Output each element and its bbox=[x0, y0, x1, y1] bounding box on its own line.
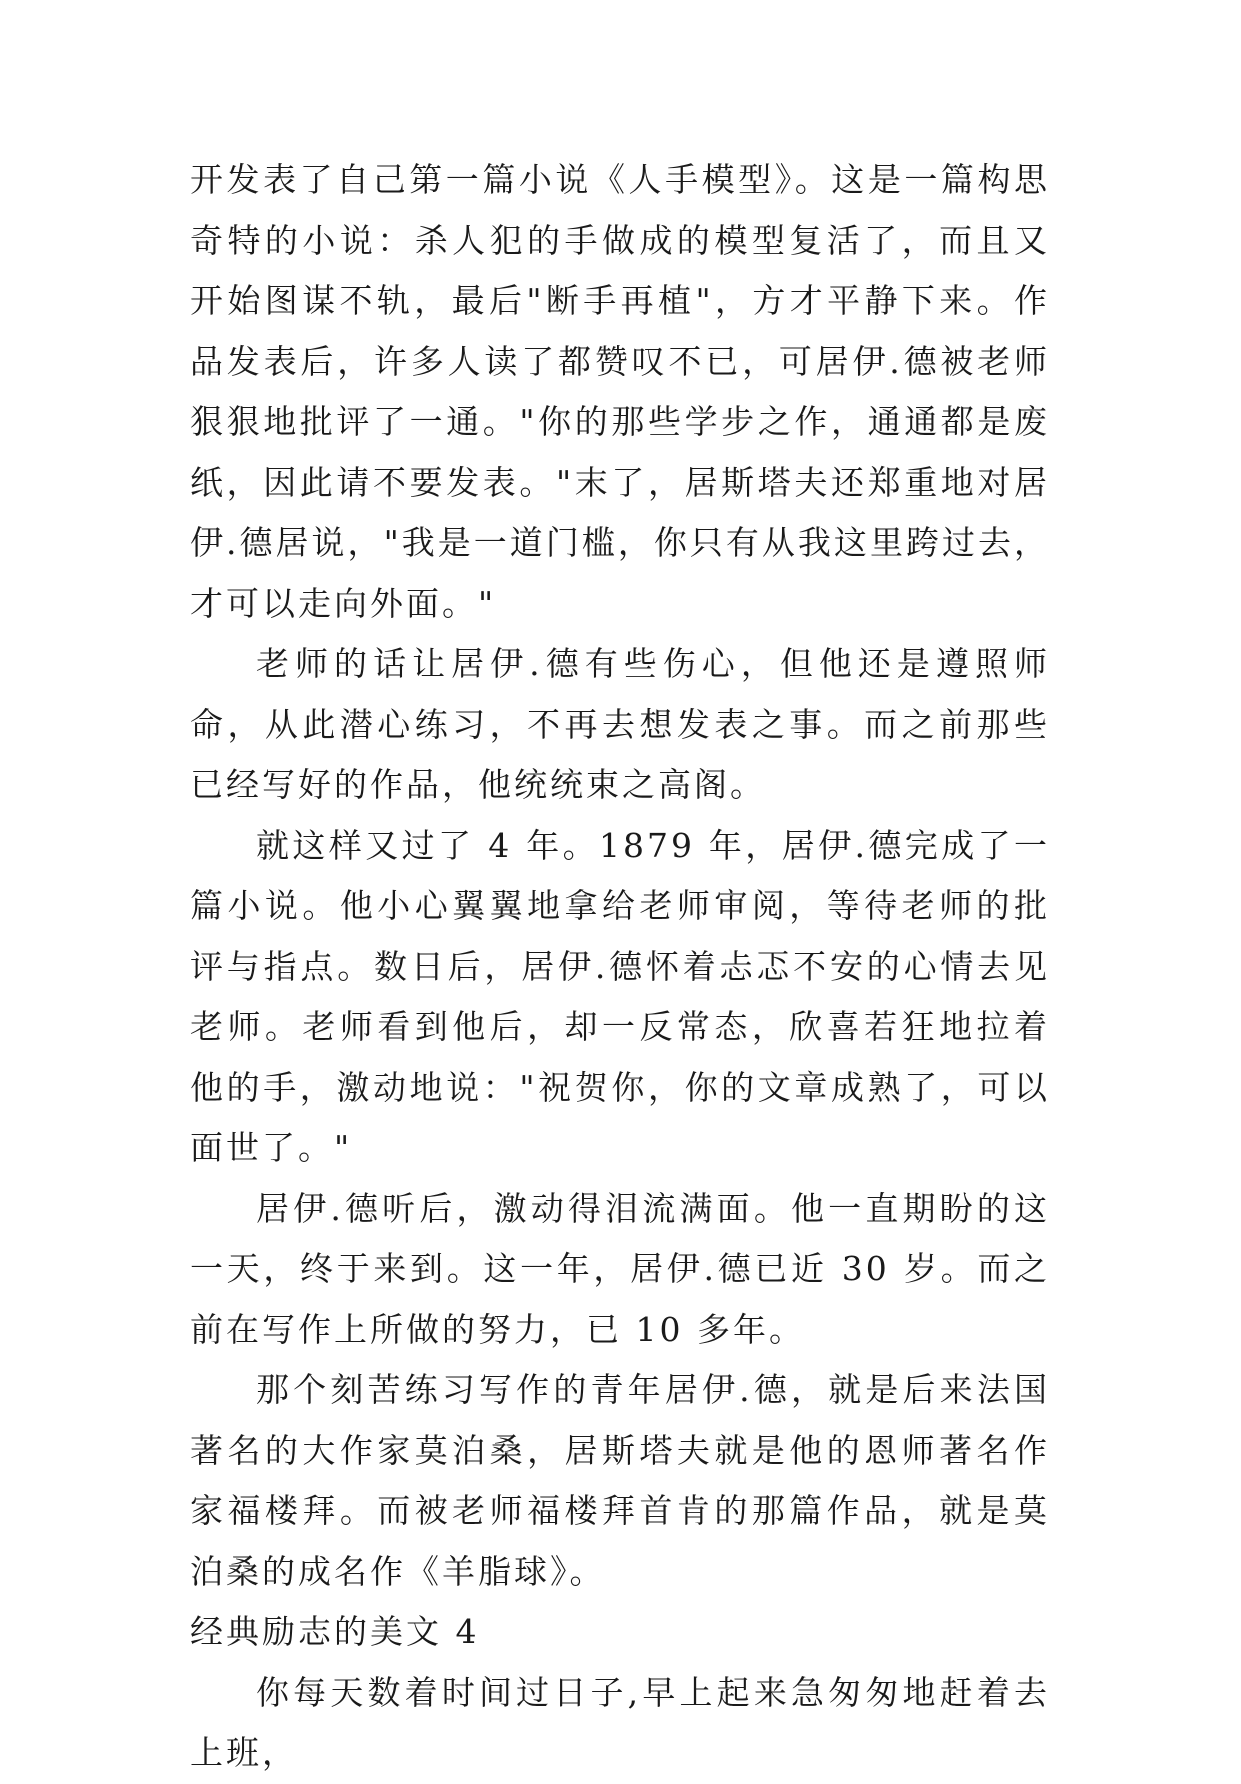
document-body bbox=[190, 150, 1050, 1784]
section-heading: 经典励志的美文 4 bbox=[190, 1612, 480, 1651]
paragraph: 就这样又过了 4 年。1879 年，居伊.德完成了一篇小说。他小心翼翼地拿给老师审阅，等待老师的批评与指点。数日后，居伊.德怀着忐忑不安的心情去见老师。老师看到他后，却一反常态，欣喜若狂地拉着他的手，激动地说："祝贺你，你的文章成熟了，可以面世了。" bbox=[190, 825, 1050, 1167]
paragraph: 老师的话让居伊.德有些伤心，但他还是遵照师命，从此潜心练习，不再去想发表之事。而之前那些已经写好的作品，他统统束之高阁。 bbox=[190, 644, 1050, 804]
paragraph: 那个刻苦练习写作的青年居伊.德，就是后来法国著名的大作家莫泊桑，居斯塔夫就是他的恩师著名作家福楼拜。而被老师福楼拜首肯的那篇作品，就是莫泊桑的成名作《羊脂球》。 bbox=[190, 1370, 1050, 1591]
paragraph: 你每天数着时间过日子,早上起来急匆匆地赶着去上班， bbox=[190, 1672, 1050, 1772]
paragraph-continuation: 开发表了自己第一篇小说《人手模型》。这是一篇构思奇特的小说：杀人犯的手做成的模型复活了，而且又开始图谋不轨，最后"断手再植"，方才平静下来。作品发表后，许多人读了都赞叹不已，可居伊.德被老师狠狠地批评了一通。"你的那些学步之作，通通都是废纸，因此请不要发表。"末了，居斯塔夫还郑重地对居伊.德居说，"我是一道门槛，你只有从我这里跨过去，才可以走向外面。" bbox=[190, 160, 1050, 623]
paragraph: 居伊.德听后，激动得泪流满面。他一直期盼的这一天，终于来到。这一年，居伊.德已近 30 岁。而之前在写作上所做的努力，已 10 多年。 bbox=[190, 1188, 1050, 1349]
